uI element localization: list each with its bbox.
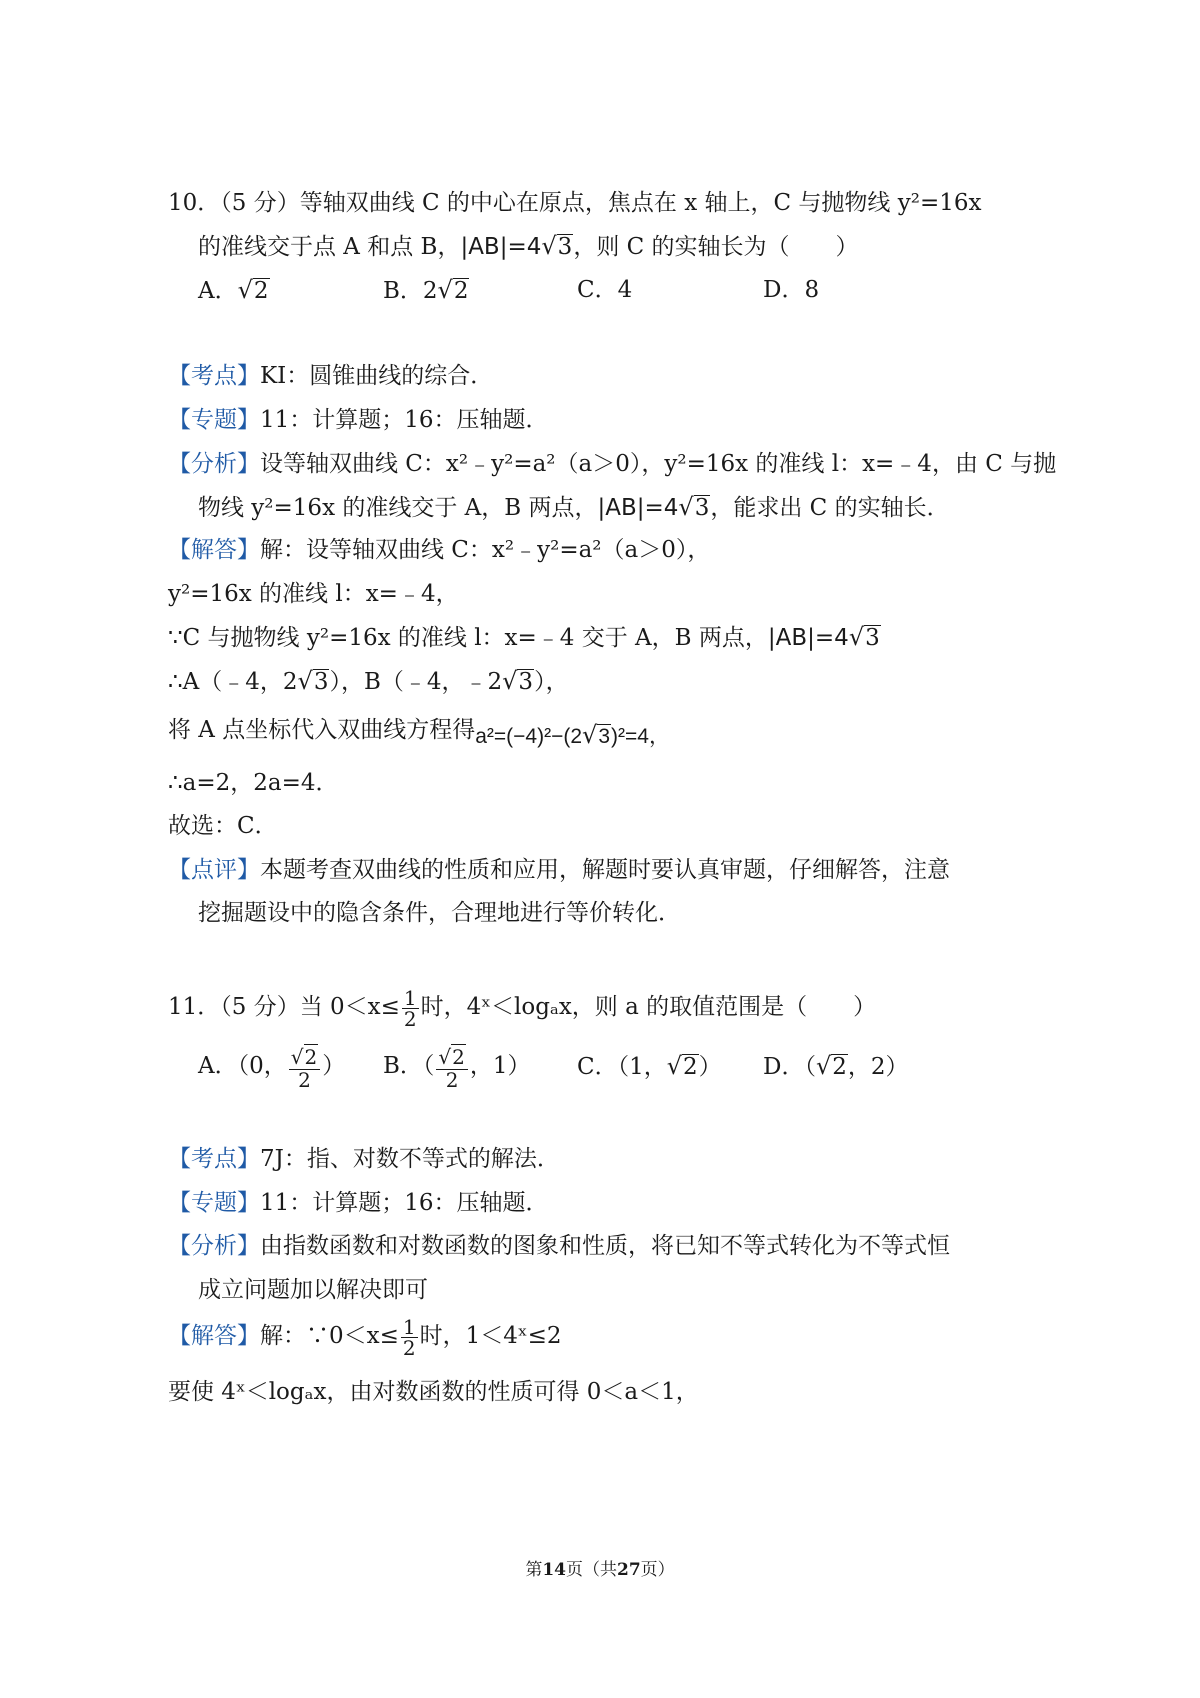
a10-jieda1: 【解答】解：设等轴双曲线 C：x²﹣y²=a²（a＞0）， — [168, 537, 711, 563]
a10-line7: 故选：C． — [168, 813, 278, 839]
a10-line3: ∵C 与抛物线 y²=16x 的准线 l：x=﹣4 交于 A，B 两点，|AB|=4√3 — [168, 623, 880, 651]
jieda-tag: 【解答】 — [168, 537, 260, 563]
a10-fenxi1: 【分析】设等轴双曲线 C：x²﹣y²=a²（a＞0），y²=16x 的准线 l：x=﹣4，由 C 与抛 — [168, 451, 1057, 477]
a11-kaodian: 【考点】7J：指、对数不等式的解法． — [168, 1146, 560, 1172]
a11-fenxi1: 【分析】由指数函数和对数函数的图象和性质，将已知不等式转化为不等式恒 — [168, 1233, 950, 1259]
zhuanti-tag: 【专题】 — [168, 1190, 260, 1216]
q10-options — [0, 273, 1200, 307]
a10-kaodian: 【考点】KI：圆锥曲线的综合． — [168, 363, 494, 389]
a10-fenxi2: 物线 y²=16x 的准线交于 A，B 两点，|AB|=4√3，能求出 C 的实轴长． — [198, 493, 950, 521]
sqrt-symbol: √3 — [541, 232, 573, 260]
q11-line1: 11．（5 分）当 0＜x≤ $\frac{1}{2}$ 时，4ˣ＜logₐx，则 a 的取值范围是（ ） — [168, 985, 877, 1031]
dianping-tag: 【点评】 — [168, 857, 260, 883]
q11-options — [0, 1040, 1200, 1092]
a11-zhuanti: 【专题】11：计算题；16：压轴题． — [168, 1190, 549, 1216]
fraction: $\frac{1}{2}$ — [403, 985, 417, 1031]
a10-line2: y²=16x 的准线 l：x=﹣4， — [168, 581, 459, 607]
q10-line2: 的准线交于点 A 和点 B，|AB|=4√3，则 C 的实轴长为（ ） — [198, 229, 1200, 263]
option-b[interactable]: B．（ $\frac{√2}{2}$ ，1） — [383, 1045, 531, 1092]
a10-dianping1: 【点评】本题考查双曲线的性质和应用，解题时要认真审题，仔细解答，注意 — [168, 857, 950, 883]
a10-line5: 将 A 点坐标代入双曲线方程得a²=(−4)²−(2√3)²=4， — [168, 717, 670, 749]
kaodian-tag: 【考点】 — [168, 1146, 260, 1172]
option-d[interactable]: D．8 — [763, 277, 820, 303]
q10-line1: 10．（5 分）等轴双曲线 C 的中心在原点，焦点在 x 轴上，C 与抛物线 y²=16x — [168, 190, 982, 216]
option-a[interactable]: A．√2 — [198, 276, 269, 304]
option-c[interactable]: C．（1，√2） — [577, 1052, 722, 1080]
a10-line4: ∴A（﹣4，2√3），B（﹣4，﹣2√3）， — [168, 667, 569, 695]
fenxi-tag: 【分析】 — [168, 451, 260, 477]
a10-zhuanti: 【专题】11：计算题；16：压轴题． — [168, 407, 549, 433]
kaodian-tag: 【考点】 — [168, 363, 260, 389]
a11-fenxi2: 成立问题加以解决即可 — [198, 1277, 428, 1303]
option-c[interactable]: C．4 — [577, 277, 633, 303]
a10-line6: ∴a=2，2a=4． — [168, 770, 339, 796]
option-a[interactable]: A．（0， $\frac{√2}{2}$ ） — [198, 1045, 346, 1092]
fenxi-tag: 【分析】 — [168, 1233, 260, 1259]
page-number: 14 — [542, 1560, 566, 1580]
zhuanti-tag: 【专题】 — [168, 407, 260, 433]
a11-last: 要使 4ˣ＜logₐx，由对数函数的性质可得 0＜a＜1， — [168, 1379, 699, 1405]
total-pages: 27 — [617, 1560, 641, 1580]
jieda-tag: 【解答】 — [168, 1323, 260, 1349]
option-b[interactable]: B．2√2 — [383, 276, 469, 304]
page-footer: 第14页（共27页） — [525, 1560, 675, 1580]
a11-jieda: 【解答】解：∵0＜x≤ $\frac{1}{2}$ 时，1＜4ˣ≤2 — [168, 1314, 562, 1360]
option-d[interactable]: D．（√2，2） — [763, 1052, 909, 1080]
a10-dianping2: 挖掘题设中的隐含条件，合理地进行等价转化． — [198, 900, 681, 926]
